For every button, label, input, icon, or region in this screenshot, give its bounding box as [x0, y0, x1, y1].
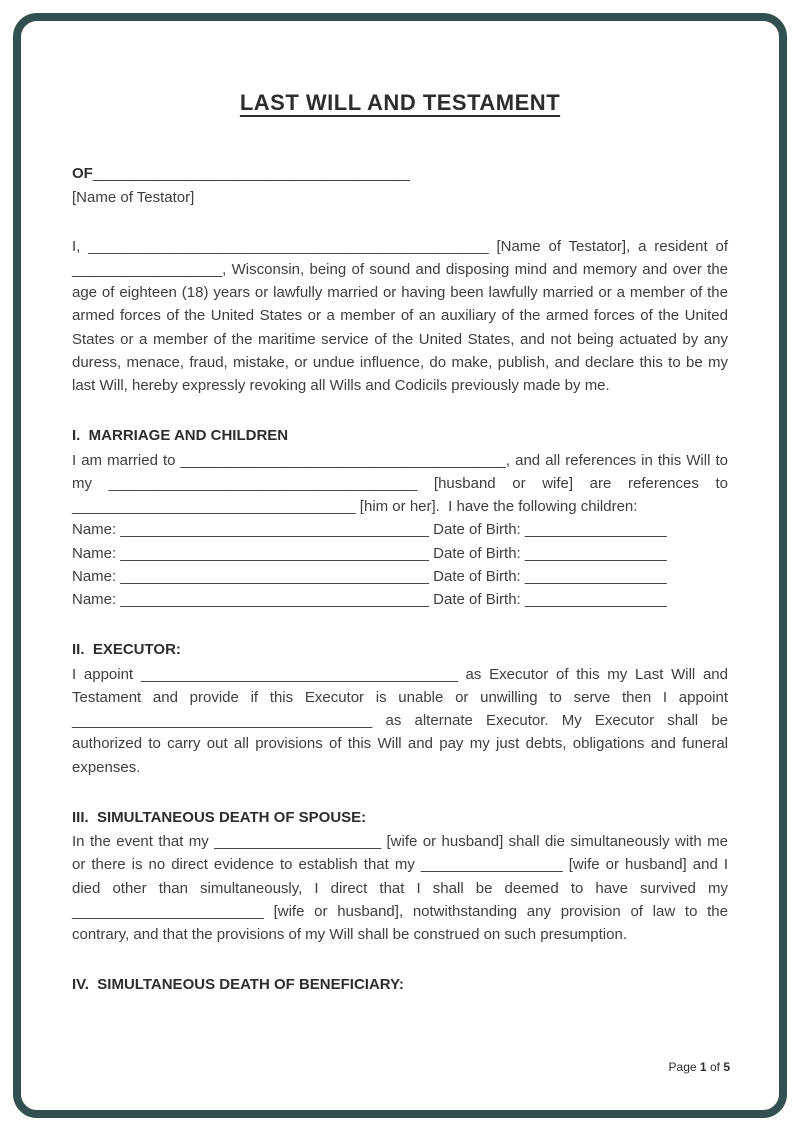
section-heading-beneficiary-death: IV. SIMULTANEOUS DEATH OF BENEFICIARY:: [72, 976, 404, 994]
of-label: OF: [72, 165, 93, 183]
testator-of-line: [72, 162, 728, 185]
section-simultaneous-death-of-spouse: [72, 806, 728, 947]
section-heading-executor: II. EXECUTOR:: [72, 641, 181, 659]
section-marriage-and-children: [72, 424, 728, 611]
page-footer: [669, 1060, 730, 1074]
section-body-executor: I appoint ______________________________________ as Executor of this my Last Will and Testament and provide if this Executor is unable or unwilling to serve then I appoint ____________________________________ as alternate Executor. My Executor shall be authorized to carry out all provisions of this Will and pay my just debts, obligations and funeral expenses.: [72, 665, 728, 776]
footer-total-pages: 5: [723, 1060, 730, 1074]
child-row: Name: _____________________________________ Date of Birth: _________________: [72, 591, 667, 609]
section-body-spouse-death: In the event that my ____________________ [wife or husband] shall die simultaneously with me or there is no direct evidence to establish that my _________________ [wife or husband] and I died other than simultaneously, I direct that I shall be deemed to have survived my _______________________ [wife or husband], notwithstanding any provision of law to the contrary, and that the provisions of my Will shall be construed on such presumption.: [72, 833, 728, 944]
document-title: LAST WILL AND TESTAMENT: [239, 90, 561, 115]
child-row: Name: _____________________________________ Date of Birth: _________________: [72, 544, 667, 562]
section-heading-marriage: I. MARRIAGE AND CHILDREN: [72, 427, 289, 445]
intro-paragraph: I, ________________________________________________ [Name of Testator], a resident of __________________, Wisconsin, being of sound and disposing mind and memory and over the age of eighteen (18) years or lawfully married or having been lawfully married or a member of the armed forces of the United States or a member of an auxiliary of the armed forces of the United States or a member of the maritime service of the United States, and not being actuated by any duress, menace, fraud, mistake, or undue influence, do make, publish, and declare this to be my last Will, hereby expressly revoking all Wills and Codicils previously made by me.: [72, 237, 728, 395]
footer-page-word: Page: [668, 1060, 697, 1074]
testator-name-hint: [Name of Testator]: [72, 189, 195, 207]
footer-page-number: 1: [699, 1060, 707, 1074]
section-executor: [72, 638, 728, 779]
section-simultaneous-death-of-beneficiary: [72, 973, 728, 996]
testator-name-blank: ______________________________________: [92, 165, 410, 183]
footer-of-word: of: [709, 1060, 720, 1074]
child-row: Name: _____________________________________ Date of Birth: _________________: [72, 567, 667, 585]
child-row: Name: _____________________________________ Date of Birth: _________________: [72, 521, 667, 539]
section-heading-spouse-death: III. SIMULTANEOUS DEATH OF SPOUSE:: [72, 808, 367, 826]
section-body-marriage: I am married to _______________________________________, and all references in this Will to my _____________________________________ [husband or wife] are references to __________________________________ [him or her]. I have the following children:: [72, 451, 728, 516]
